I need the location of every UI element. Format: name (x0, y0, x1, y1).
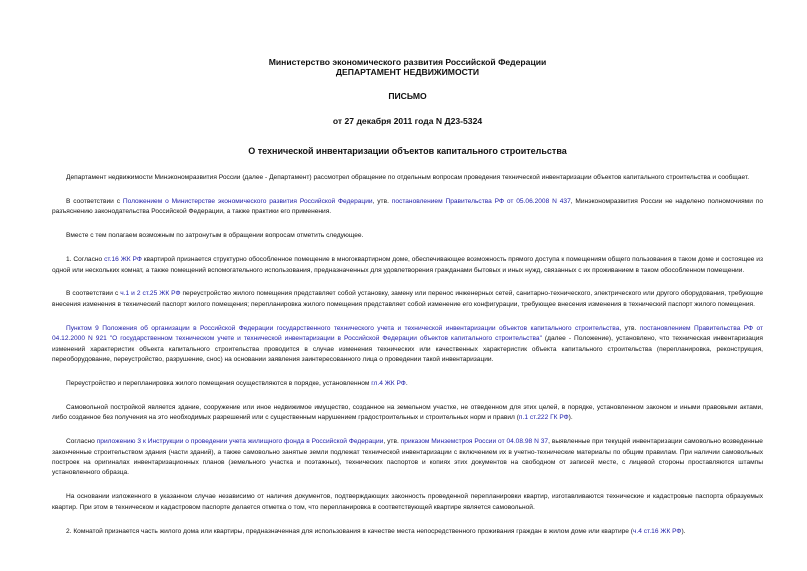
paragraph (52, 289, 763, 310)
paragraph-text: , выявленные при текущей инвентаризации самовольно возведенные законченные строительством здания (части зданий), а также самовольно занятые земли подлежат технической инвентаризации с включением их в учетно-технические материалы по общим правилам. При наличии самовольных построек на оригиналах инвентаризационных планов (земельного участка и поэтажных), технических паспортов и копиях этих документов на свободном от записей месте, с лицевой стороны проставляются штампы установленного образца. (52, 438, 763, 477)
paragraph (52, 255, 763, 276)
paragraph (52, 197, 763, 218)
paragraph-text: квартирой признается структурно обособленное помещение в многоквартирном доме, обеспечивающее возможность прямого доступа к помещениям общего пользования в таком доме и состоящее из одной или нескольких комнат, а также помещений вспомогательного использования, предназначенных для удовлетворения гражданами бытовых и иных нужд, связанных с их проживанием в таком обособленном помещении. (52, 256, 763, 274)
paragraph-text: (далее - Положение), установлено, что техническая инвентаризация изменений характеристик объекта капитального строительства проводится в случае изменения технических или качественных характеристик объекта капитального строительства (перепланировка, реконструкция, переоборудование, переустройство, разрушение, снос) на основании заявления заинтересованного лица о проведении такой инвентаризации. (52, 335, 763, 363)
paragraph-text: Самовольной постройкой является здание, сооружение или иное недвижимое имущество, созданное на земельном участке, не отведенном для этих целей, в порядке, установленном законом и иными правовыми актами, либо созданное без получения на это необходимых разрешений или с существенным нарушением градостроительных и строительных норм и правил ( (52, 403, 763, 422)
reference-link[interactable]: п.1 ст.222 ГК РФ (518, 414, 569, 422)
paragraph-text: Переустройство и перепланировка жилого помещения осуществляются в порядке, установленном (66, 379, 372, 387)
paragraph-text: ). (568, 414, 573, 422)
paragraph-text: В соответствии с (66, 290, 121, 298)
paragraph-text: В соответствии с (66, 197, 123, 205)
paragraph (52, 403, 763, 424)
reference-link[interactable]: постановлением Правительства РФ от 04.12.2000 N 921 "О государственном техническом учете и технической инвентаризации в Российской Федерации объектов капитального строительства" (52, 324, 763, 343)
reference-link[interactable]: ч.1 и 2 ст.25 ЖК РФ (120, 290, 181, 298)
reference-link[interactable]: ч.4 ст.16 ЖК РФ (633, 527, 682, 535)
paragraph-text: 1. Согласно (66, 256, 105, 264)
reference-link[interactable]: ст.16 ЖК РФ (104, 256, 142, 264)
document-subject: О технической инвентаризации объектов капитального строительства (248, 146, 567, 156)
paragraph (52, 173, 763, 183)
document-date-number: от 27 декабря 2011 года N Д23-5324 (332, 116, 483, 126)
document-type: ПИСЬМО (388, 91, 427, 101)
paragraph-text: , утв. (619, 324, 640, 332)
reference-link[interactable]: гл.4 ЖК РФ (371, 379, 406, 387)
paragraph (52, 324, 763, 366)
paragraph-text: Департамент недвижимости Минэкономразвития России (далее - Департамент) рассмотрел обращение по отдельным вопросам проведения технической инвентаризации объектов капитального строительства и сообщает. (66, 174, 750, 181)
reference-link[interactable]: Положением о Министерстве экономического развития Российской Федерации (122, 197, 373, 205)
reference-link[interactable]: Пунктом 9 Положения об организации в Российской Федерации государственного технического учета и технической инвентаризации объектов капитального строительства (66, 324, 620, 332)
paragraph-text: , Минэкономразвития России не наделено полномочиями по разъяснению законодательства Российской Федерации, а также практики его применения. (52, 197, 763, 216)
paragraph (52, 437, 763, 479)
reference-link[interactable]: постановлением Правительства РФ от 05.06.2008 N 437 (391, 197, 571, 205)
reference-link[interactable]: приложению 3 к Инструкции о проведении учета жилищного фонда в Российской Федерации (96, 438, 384, 446)
paragraph-text: Согласно (66, 438, 97, 446)
paragraph (52, 231, 763, 241)
paragraph-text: , утв. (372, 197, 392, 205)
paragraph-text: 2. Комнатой признается часть жилого дома или квартиры, предназначенная для использования в качестве места непосредственного проживания граждан в жилом доме или квартире ( (66, 527, 633, 535)
paragraph (52, 379, 763, 389)
document-body (52, 173, 763, 537)
department-name: ДЕПАРТАМЕНТ НЕДВИЖИМОСТИ (335, 67, 480, 77)
paragraph (52, 492, 763, 513)
paragraph-text: . (405, 379, 408, 387)
paragraph (52, 527, 763, 537)
reference-link[interactable]: приказом Минземстроя России от 04.08.98 N 37 (400, 438, 549, 446)
paragraph-text: ). (681, 527, 686, 535)
paragraph-text: , утв. (383, 438, 401, 446)
paragraph-text: Вместе с тем полагаем возможным по затронутым в обращении вопросам отметить следующее. (66, 232, 364, 240)
paragraph-text: На основании изложенного в указанном случае независимо от наличия документов, подтверждающих законность проведенной перепланировки квартир, изготавливаются технические и кадастровые паспорта образуемых квартир. При этом в техническом и кадастровом паспорте делается отметка о том, что перепланировка в соответствующей квартире является самовольной. (52, 493, 763, 511)
ministry-name: Министерство экономического развития Российской Федерации (268, 57, 547, 67)
paragraph-text: переустройство жилого помещения представляет собой установку, замену или перенос инженерных сетей, санитарно-технического, электрического или другого оборудования, требующие внесения изменения в технический паспорт жилого помещения; перепланировка жилого помещения представляет собой изменение его конфигурации, требующее внесения изменения в технический паспорт жилого помещения. (52, 290, 763, 308)
